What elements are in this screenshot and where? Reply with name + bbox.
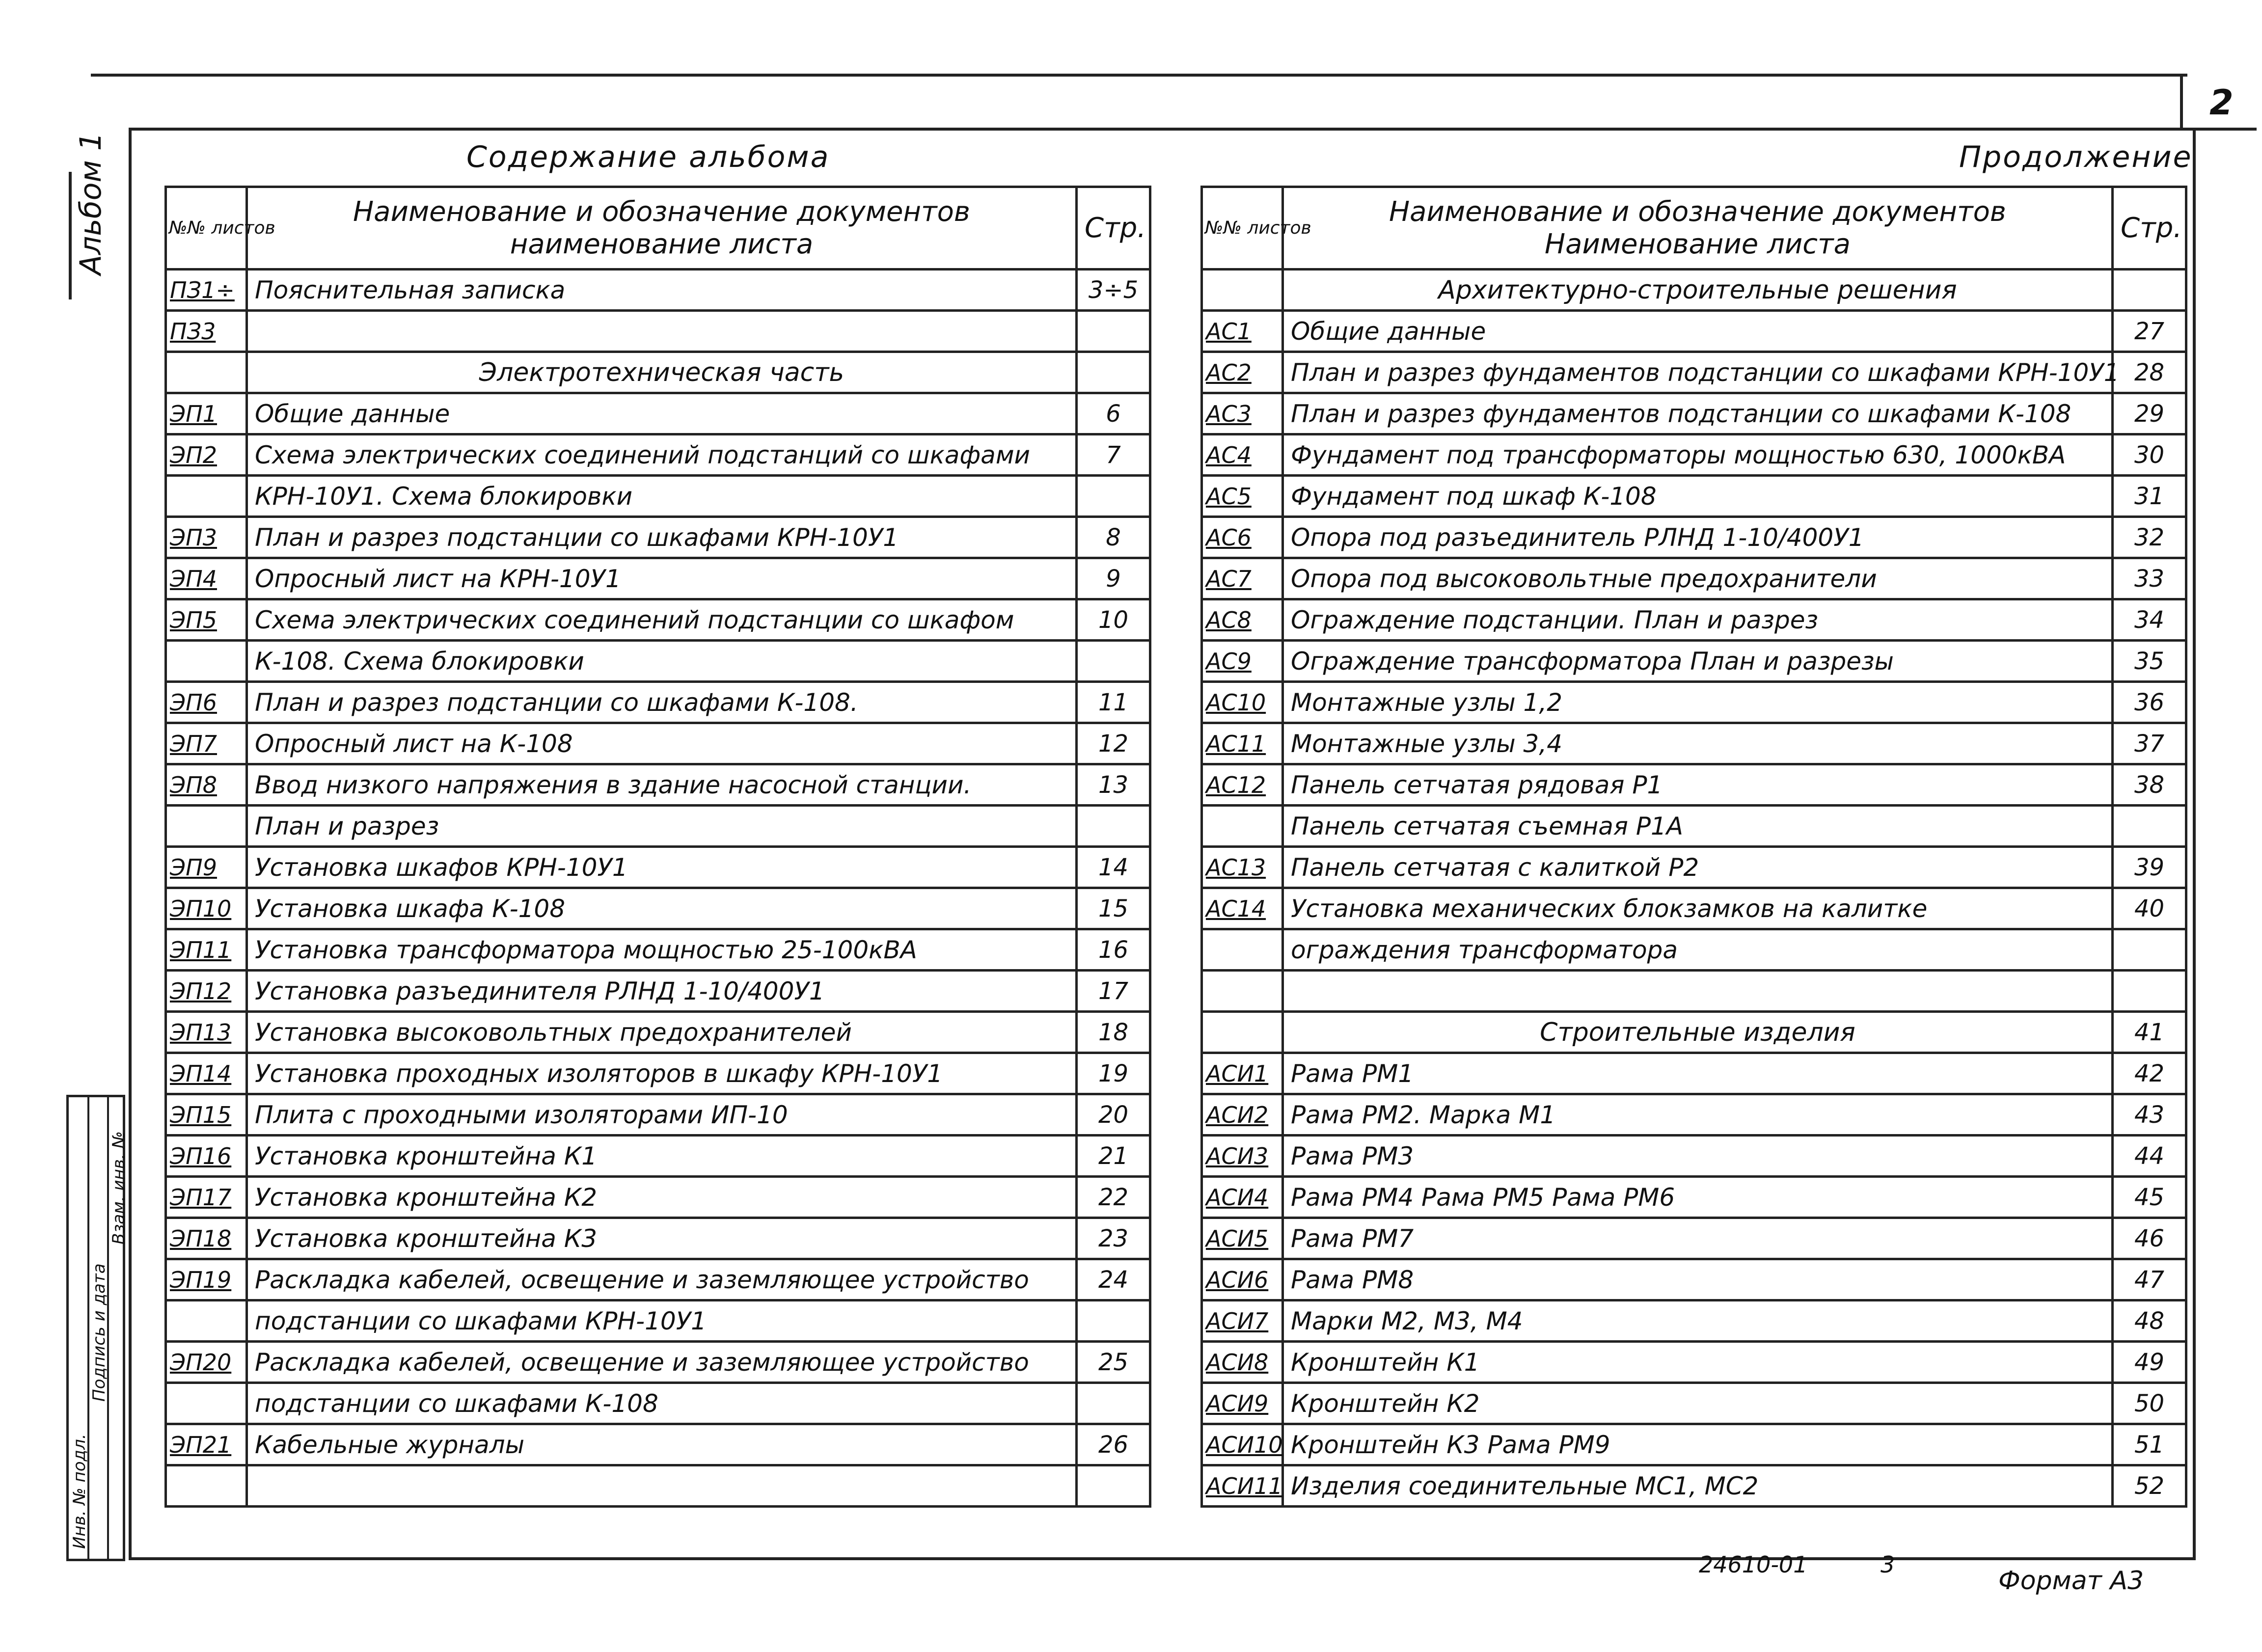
page-ref: 51 — [2113, 1424, 2186, 1465]
sheet-title: Установка трансформатора мощностью 25-100кВА — [247, 929, 1077, 971]
page-ref: 40 — [2113, 888, 2186, 929]
sheet-title: Кабельные журналы — [247, 1424, 1077, 1465]
table-row — [166, 764, 1150, 806]
page-ref — [1077, 476, 1150, 517]
sheet-code: АСИ1 — [1202, 1053, 1283, 1094]
sheet-code: АС9 — [1202, 641, 1283, 682]
sheet-code: ЭП14 — [166, 1053, 247, 1094]
left-title: Содержание альбома — [466, 140, 830, 174]
page-ref: 34 — [2113, 599, 2186, 641]
sheet-title: Опросный лист на КРН-10У1 — [247, 558, 1077, 599]
sheet-code — [166, 1465, 247, 1507]
table-row — [1202, 682, 2186, 723]
page-ref: 11 — [1077, 682, 1150, 723]
sheet-code: ЭП16 — [166, 1136, 247, 1177]
table-row — [1202, 971, 2186, 1012]
page-number: 2 — [2209, 82, 2234, 123]
page-ref: 18 — [1077, 1012, 1150, 1053]
page-ref: 39 — [2113, 847, 2186, 888]
sheet-code: АСИ11 — [1202, 1465, 1283, 1507]
table-row — [1202, 352, 2186, 393]
sheet-title: Установка механических блокзамков на калитке — [1283, 888, 2113, 929]
sheet-code — [1202, 806, 1283, 847]
table-row — [166, 270, 1150, 311]
page-ref: 15 — [1077, 888, 1150, 929]
sheet-title: План и разрез подстанции со шкафами КРН-10У1 — [247, 517, 1077, 558]
sheet-title: Пояснительная записка — [247, 270, 1077, 311]
table-row — [166, 434, 1150, 476]
sheet-code — [166, 1383, 247, 1424]
page-ref: 41 — [2113, 1012, 2186, 1053]
sheet-code: ЭП19 — [166, 1259, 247, 1300]
page-ref: 30 — [2113, 434, 2186, 476]
sheet-code: ЭП20 — [166, 1342, 247, 1383]
table-row — [166, 847, 1150, 888]
sheet-title: Опора под разъединитель РЛНД 1-10/400У1 — [1283, 517, 2113, 558]
sheet-code: АСИ3 — [1202, 1136, 1283, 1177]
header-page: Стр. — [2113, 187, 2186, 270]
sheet-code — [1202, 270, 1283, 311]
page-ref: 8 — [1077, 517, 1150, 558]
header-name-line2: наименование листа — [510, 228, 814, 260]
sheet-title: Установка кронштейна К1 — [247, 1136, 1077, 1177]
sheet-title: Рама РМ8 — [1283, 1259, 2113, 1300]
sheet-title — [247, 1465, 1077, 1507]
sheet-code: ЭП17 — [166, 1177, 247, 1218]
page-ref: 9 — [1077, 558, 1150, 599]
right-contents-table — [1200, 186, 2187, 1508]
header-sheet-number: №№ листов — [166, 187, 247, 270]
header-sheet-number: №№ листов — [1202, 187, 1283, 270]
table-row — [1202, 517, 2186, 558]
table-row — [1202, 1218, 2186, 1259]
sheet-code: ЭП7 — [166, 723, 247, 764]
sheet-code: АС12 — [1202, 764, 1283, 806]
sheet-title: Рама РМ3 — [1283, 1136, 2113, 1177]
table-row — [1202, 888, 2186, 929]
sheet-code: АС5 — [1202, 476, 1283, 517]
sheet-title — [247, 311, 1077, 352]
sheet-title: Монтажные узлы 3,4 — [1283, 723, 2113, 764]
sheet-code: ЭП10 — [166, 888, 247, 929]
sheet-title: КРН-10У1. Схема блокировки — [247, 476, 1077, 517]
page-ref: 48 — [2113, 1300, 2186, 1342]
page-ref: 31 — [2113, 476, 2186, 517]
page-ref — [2113, 806, 2186, 847]
table-row — [1202, 641, 2186, 682]
page-ref: 26 — [1077, 1424, 1150, 1465]
sheet-code: АС10 — [1202, 682, 1283, 723]
sheet-code — [166, 806, 247, 847]
page-ref: 50 — [2113, 1383, 2186, 1424]
sheet-code: АС14 — [1202, 888, 1283, 929]
sheet-title: Установка шкафов КРН-10У1 — [247, 847, 1077, 888]
sheet-code: ЭП2 — [166, 434, 247, 476]
sheet-code: ЭП21 — [166, 1424, 247, 1465]
page-ref: 37 — [2113, 723, 2186, 764]
sheet-title: Опросный лист на К-108 — [247, 723, 1077, 764]
sheet-title: Установка проходных изоляторов в шкафу КРН-10У1 — [247, 1053, 1077, 1094]
table-row — [166, 1342, 1150, 1383]
sheet-title: План и разрез подстанции со шкафами К-108. — [247, 682, 1077, 723]
page-ref: 13 — [1077, 764, 1150, 806]
sheet-title: Архитектурно-строительные решения — [1283, 270, 2113, 311]
table-row — [166, 1053, 1150, 1094]
sheet-title: Строительные изделия — [1283, 1012, 2113, 1053]
sheet-code: АС1 — [1202, 311, 1283, 352]
table-row — [1202, 1177, 2186, 1218]
album-label: Альбом 1 — [74, 132, 108, 275]
table-row — [166, 1383, 1150, 1424]
sheet-title: Кронштейн К3 Рама РМ9 — [1283, 1424, 2113, 1465]
table-row — [166, 682, 1150, 723]
sheet-title: подстанции со шкафами К-108 — [247, 1383, 1077, 1424]
table-row — [166, 723, 1150, 764]
table-row — [166, 641, 1150, 682]
stamp-sign-label: Подпись и дата — [89, 1263, 109, 1402]
table-row — [1202, 764, 2186, 806]
sheet-title: Панель сетчатая с калиткой Р2 — [1283, 847, 2113, 888]
sheet-title: Ввод низкого напряжения в здание насосной станции. — [247, 764, 1077, 806]
sheet-title: Изделия соединительные МС1, МС2 — [1283, 1465, 2113, 1507]
table-row — [166, 352, 1150, 393]
page-ref: 7 — [1077, 434, 1150, 476]
page-ref — [2113, 270, 2186, 311]
side-stamp — [66, 1095, 129, 1561]
table-row — [1202, 558, 2186, 599]
page-ref — [1077, 1300, 1150, 1342]
sheet-title: План и разрез фундаментов подстанции со шкафами КРН-10У1 — [1283, 352, 2113, 393]
header-document-name — [247, 187, 1077, 270]
sheet-code: ЭП4 — [166, 558, 247, 599]
header-document-name — [1283, 187, 2113, 270]
table-row — [1202, 806, 2186, 847]
sheet-code: АСИ7 — [1202, 1300, 1283, 1342]
sheet-title — [1283, 971, 2113, 1012]
left-contents-table — [164, 186, 1151, 1508]
page-ref: 38 — [2113, 764, 2186, 806]
sheet-code: АСИ8 — [1202, 1342, 1283, 1383]
table-row — [1202, 1300, 2186, 1342]
table-row — [1202, 476, 2186, 517]
page-ref: 16 — [1077, 929, 1150, 971]
sheet-code: АС13 — [1202, 847, 1283, 888]
table-row — [1202, 393, 2186, 434]
sheet-number: 3 — [1880, 1551, 1895, 1578]
sheet-title: Электротехническая часть — [247, 352, 1077, 393]
stamp-replace-label: Взам. инв. № — [109, 1131, 129, 1245]
sheet-code: АСИ6 — [1202, 1259, 1283, 1300]
table-row — [166, 599, 1150, 641]
sheet-title: Рама РМ2. Марка М1 — [1283, 1094, 2113, 1136]
sheet-code: АСИ5 — [1202, 1218, 1283, 1259]
sheet-code: ЭП13 — [166, 1012, 247, 1053]
table-row — [166, 311, 1150, 352]
stamp-inv-label: Инв. № подл. — [70, 1434, 89, 1549]
page-ref: 17 — [1077, 971, 1150, 1012]
table-row — [1202, 1012, 2186, 1053]
page-ref: 14 — [1077, 847, 1150, 888]
table-header-row — [166, 187, 1150, 270]
page-ref — [1077, 1383, 1150, 1424]
table-row — [1202, 1259, 2186, 1300]
page-ref — [1077, 806, 1150, 847]
sheet-code — [166, 476, 247, 517]
page-ref: 42 — [2113, 1053, 2186, 1094]
sheet-code: ЭП6 — [166, 682, 247, 723]
sheet-title: Марки М2, М3, М4 — [1283, 1300, 2113, 1342]
sheet-code — [1202, 929, 1283, 971]
table-row — [166, 1012, 1150, 1053]
sheet-code: АС3 — [1202, 393, 1283, 434]
table-row — [1202, 599, 2186, 641]
page-ref: 21 — [1077, 1136, 1150, 1177]
page-ref — [2113, 929, 2186, 971]
sheet-code: АСИ9 — [1202, 1383, 1283, 1424]
table-row — [166, 1136, 1150, 1177]
sheet-title: подстанции со шкафами КРН-10У1 — [247, 1300, 1077, 1342]
table-row — [166, 971, 1150, 1012]
header-page: Стр. — [1077, 187, 1150, 270]
top-rule — [91, 74, 2187, 77]
table-row — [1202, 311, 2186, 352]
page-ref: 28 — [2113, 352, 2186, 393]
page-ref: 22 — [1077, 1177, 1150, 1218]
sheet-title: Рама РМ4 Рама РМ5 Рама РМ6 — [1283, 1177, 2113, 1218]
page-ref: 6 — [1077, 393, 1150, 434]
sheet-code: ПЗ3 — [166, 311, 247, 352]
sheet-title: Плита с проходными изоляторами ИП-10 — [247, 1094, 1077, 1136]
sheet-code: АСИ10 — [1202, 1424, 1283, 1465]
page-ref: 24 — [1077, 1259, 1150, 1300]
page-ref: 36 — [2113, 682, 2186, 723]
sheet-title: Кронштейн К1 — [1283, 1342, 2113, 1383]
sheet-code: ЭП3 — [166, 517, 247, 558]
page-ref: 46 — [2113, 1218, 2186, 1259]
sheet-title: Раскладка кабелей, освещение и заземляющее устройство — [247, 1342, 1077, 1383]
table-row — [166, 558, 1150, 599]
sheet-title: Фундамент под трансформаторы мощностью 630, 1000кВА — [1283, 434, 2113, 476]
sheet-title: Установка высоковольтных предохранителей — [247, 1012, 1077, 1053]
header-name-line2: Наименование листа — [1545, 228, 1851, 260]
sheet-code: ЭП12 — [166, 971, 247, 1012]
sheet-code: ЭП5 — [166, 599, 247, 641]
sheet-title: Рама РМ1 — [1283, 1053, 2113, 1094]
table-row — [166, 1259, 1150, 1300]
table-row — [166, 929, 1150, 971]
sheet-title: Схема электрических соединений подстанции со шкафом — [247, 599, 1077, 641]
sheet-code: ПЗ1÷ — [166, 270, 247, 311]
page-ref — [1077, 641, 1150, 682]
page-ref: 3÷5 — [1077, 270, 1150, 311]
table-row — [1202, 847, 2186, 888]
table-header-row — [1202, 187, 2186, 270]
sheet-code: АСИ4 — [1202, 1177, 1283, 1218]
page-ref: 20 — [1077, 1094, 1150, 1136]
sheet-title: К-108. Схема блокировки — [247, 641, 1077, 682]
table-row — [1202, 1136, 2186, 1177]
table-row — [1202, 1053, 2186, 1094]
sheet-title: Кронштейн К2 — [1283, 1383, 2113, 1424]
table-row — [166, 1094, 1150, 1136]
sheet-title: План и разрез — [247, 806, 1077, 847]
table-row — [166, 1218, 1150, 1259]
sheet-title: Общие данные — [247, 393, 1077, 434]
page-ref: 44 — [2113, 1136, 2186, 1177]
table-row — [1202, 1424, 2186, 1465]
sheet-code: АСИ2 — [1202, 1094, 1283, 1136]
sheet-code: ЭП8 — [166, 764, 247, 806]
table-row — [1202, 929, 2186, 971]
sheet-title: Установка шкафа К-108 — [247, 888, 1077, 929]
sheet-code — [166, 1300, 247, 1342]
page-ref: 32 — [2113, 517, 2186, 558]
sheet-title: План и разрез фундаментов подстанции со шкафами К-108 — [1283, 393, 2113, 434]
header-name-line1: Наименование и обозначение документов — [1389, 195, 2006, 228]
sheet-title: Раскладка кабелей, освещение и заземляющее устройство — [247, 1259, 1077, 1300]
sheet-title: Фундамент под шкаф К-108 — [1283, 476, 2113, 517]
page-ref: 45 — [2113, 1177, 2186, 1218]
table-row — [1202, 1383, 2186, 1424]
table-row — [166, 476, 1150, 517]
page-ref: 27 — [2113, 311, 2186, 352]
sheet-code — [166, 352, 247, 393]
sheet-title: Рама РМ7 — [1283, 1218, 2113, 1259]
table-row — [166, 1300, 1150, 1342]
sheet-code: АС8 — [1202, 599, 1283, 641]
page-ref: 33 — [2113, 558, 2186, 599]
page-ref: 23 — [1077, 1218, 1150, 1259]
sheet-title: Установка кронштейна К2 — [247, 1177, 1077, 1218]
sheet-code: АС2 — [1202, 352, 1283, 393]
sheet-code: ЭП9 — [166, 847, 247, 888]
page-ref: 49 — [2113, 1342, 2186, 1383]
sheet-code: ЭП1 — [166, 393, 247, 434]
table-row — [166, 1177, 1150, 1218]
sheet-code: АС11 — [1202, 723, 1283, 764]
sheet-title: ограждения трансформатора — [1283, 929, 2113, 971]
sheet-code: ЭП11 — [166, 929, 247, 971]
sheet-code — [1202, 1012, 1283, 1053]
page-ref: 29 — [2113, 393, 2186, 434]
page-ref — [1077, 311, 1150, 352]
table-row — [1202, 723, 2186, 764]
sheet-title: Установка кронштейна К3 — [247, 1218, 1077, 1259]
sheet-title: Монтажные узлы 1,2 — [1283, 682, 2113, 723]
page-ref: 12 — [1077, 723, 1150, 764]
sheet-title: Схема электрических соединений подстанций со шкафами — [247, 434, 1077, 476]
page-ref: 47 — [2113, 1259, 2186, 1300]
sheet-title: Панель сетчатая рядовая Р1 — [1283, 764, 2113, 806]
sheet-code: АС6 — [1202, 517, 1283, 558]
sheet-title: Установка разъединителя РЛНД 1-10/400У1 — [247, 971, 1077, 1012]
page-ref: 25 — [1077, 1342, 1150, 1383]
page-ref — [1077, 1465, 1150, 1507]
page-ref: 10 — [1077, 599, 1150, 641]
table-row — [166, 806, 1150, 847]
sheet-title: Ограждение подстанции. План и разрез — [1283, 599, 2113, 641]
document-code: 24610-01 — [1699, 1551, 1808, 1578]
sheet-code: АС7 — [1202, 558, 1283, 599]
sheet-code: ЭП15 — [166, 1094, 247, 1136]
table-row — [166, 517, 1150, 558]
right-title: Продолжение — [1959, 140, 2193, 174]
table-row — [166, 1465, 1150, 1507]
sheet-title: Общие данные — [1283, 311, 2113, 352]
page-ref: 43 — [2113, 1094, 2186, 1136]
table-row — [1202, 270, 2186, 311]
sheet-title: Панель сетчатая съемная Р1А — [1283, 806, 2113, 847]
table-row — [166, 888, 1150, 929]
header-name-line1: Наименование и обозначение документов — [353, 195, 970, 228]
table-row — [1202, 1465, 2186, 1507]
page-ref: 35 — [2113, 641, 2186, 682]
table-row — [1202, 1342, 2186, 1383]
page-ref: 19 — [1077, 1053, 1150, 1094]
table-row — [1202, 434, 2186, 476]
sheet-title: Опора под высоковольтные предохранители — [1283, 558, 2113, 599]
sheet-code: ЭП18 — [166, 1218, 247, 1259]
sheet-code — [166, 641, 247, 682]
table-row — [166, 393, 1150, 434]
page-ref — [2113, 971, 2186, 1012]
page-ref: 52 — [2113, 1465, 2186, 1507]
sheet-code: АС4 — [1202, 434, 1283, 476]
page-ref — [1077, 352, 1150, 393]
table-row — [1202, 1094, 2186, 1136]
sheet-title: Ограждение трансформатора План и разрезы — [1283, 641, 2113, 682]
table-row — [166, 1424, 1150, 1465]
paper-format: Формат А3 — [1998, 1566, 2144, 1596]
sheet-code — [1202, 971, 1283, 1012]
